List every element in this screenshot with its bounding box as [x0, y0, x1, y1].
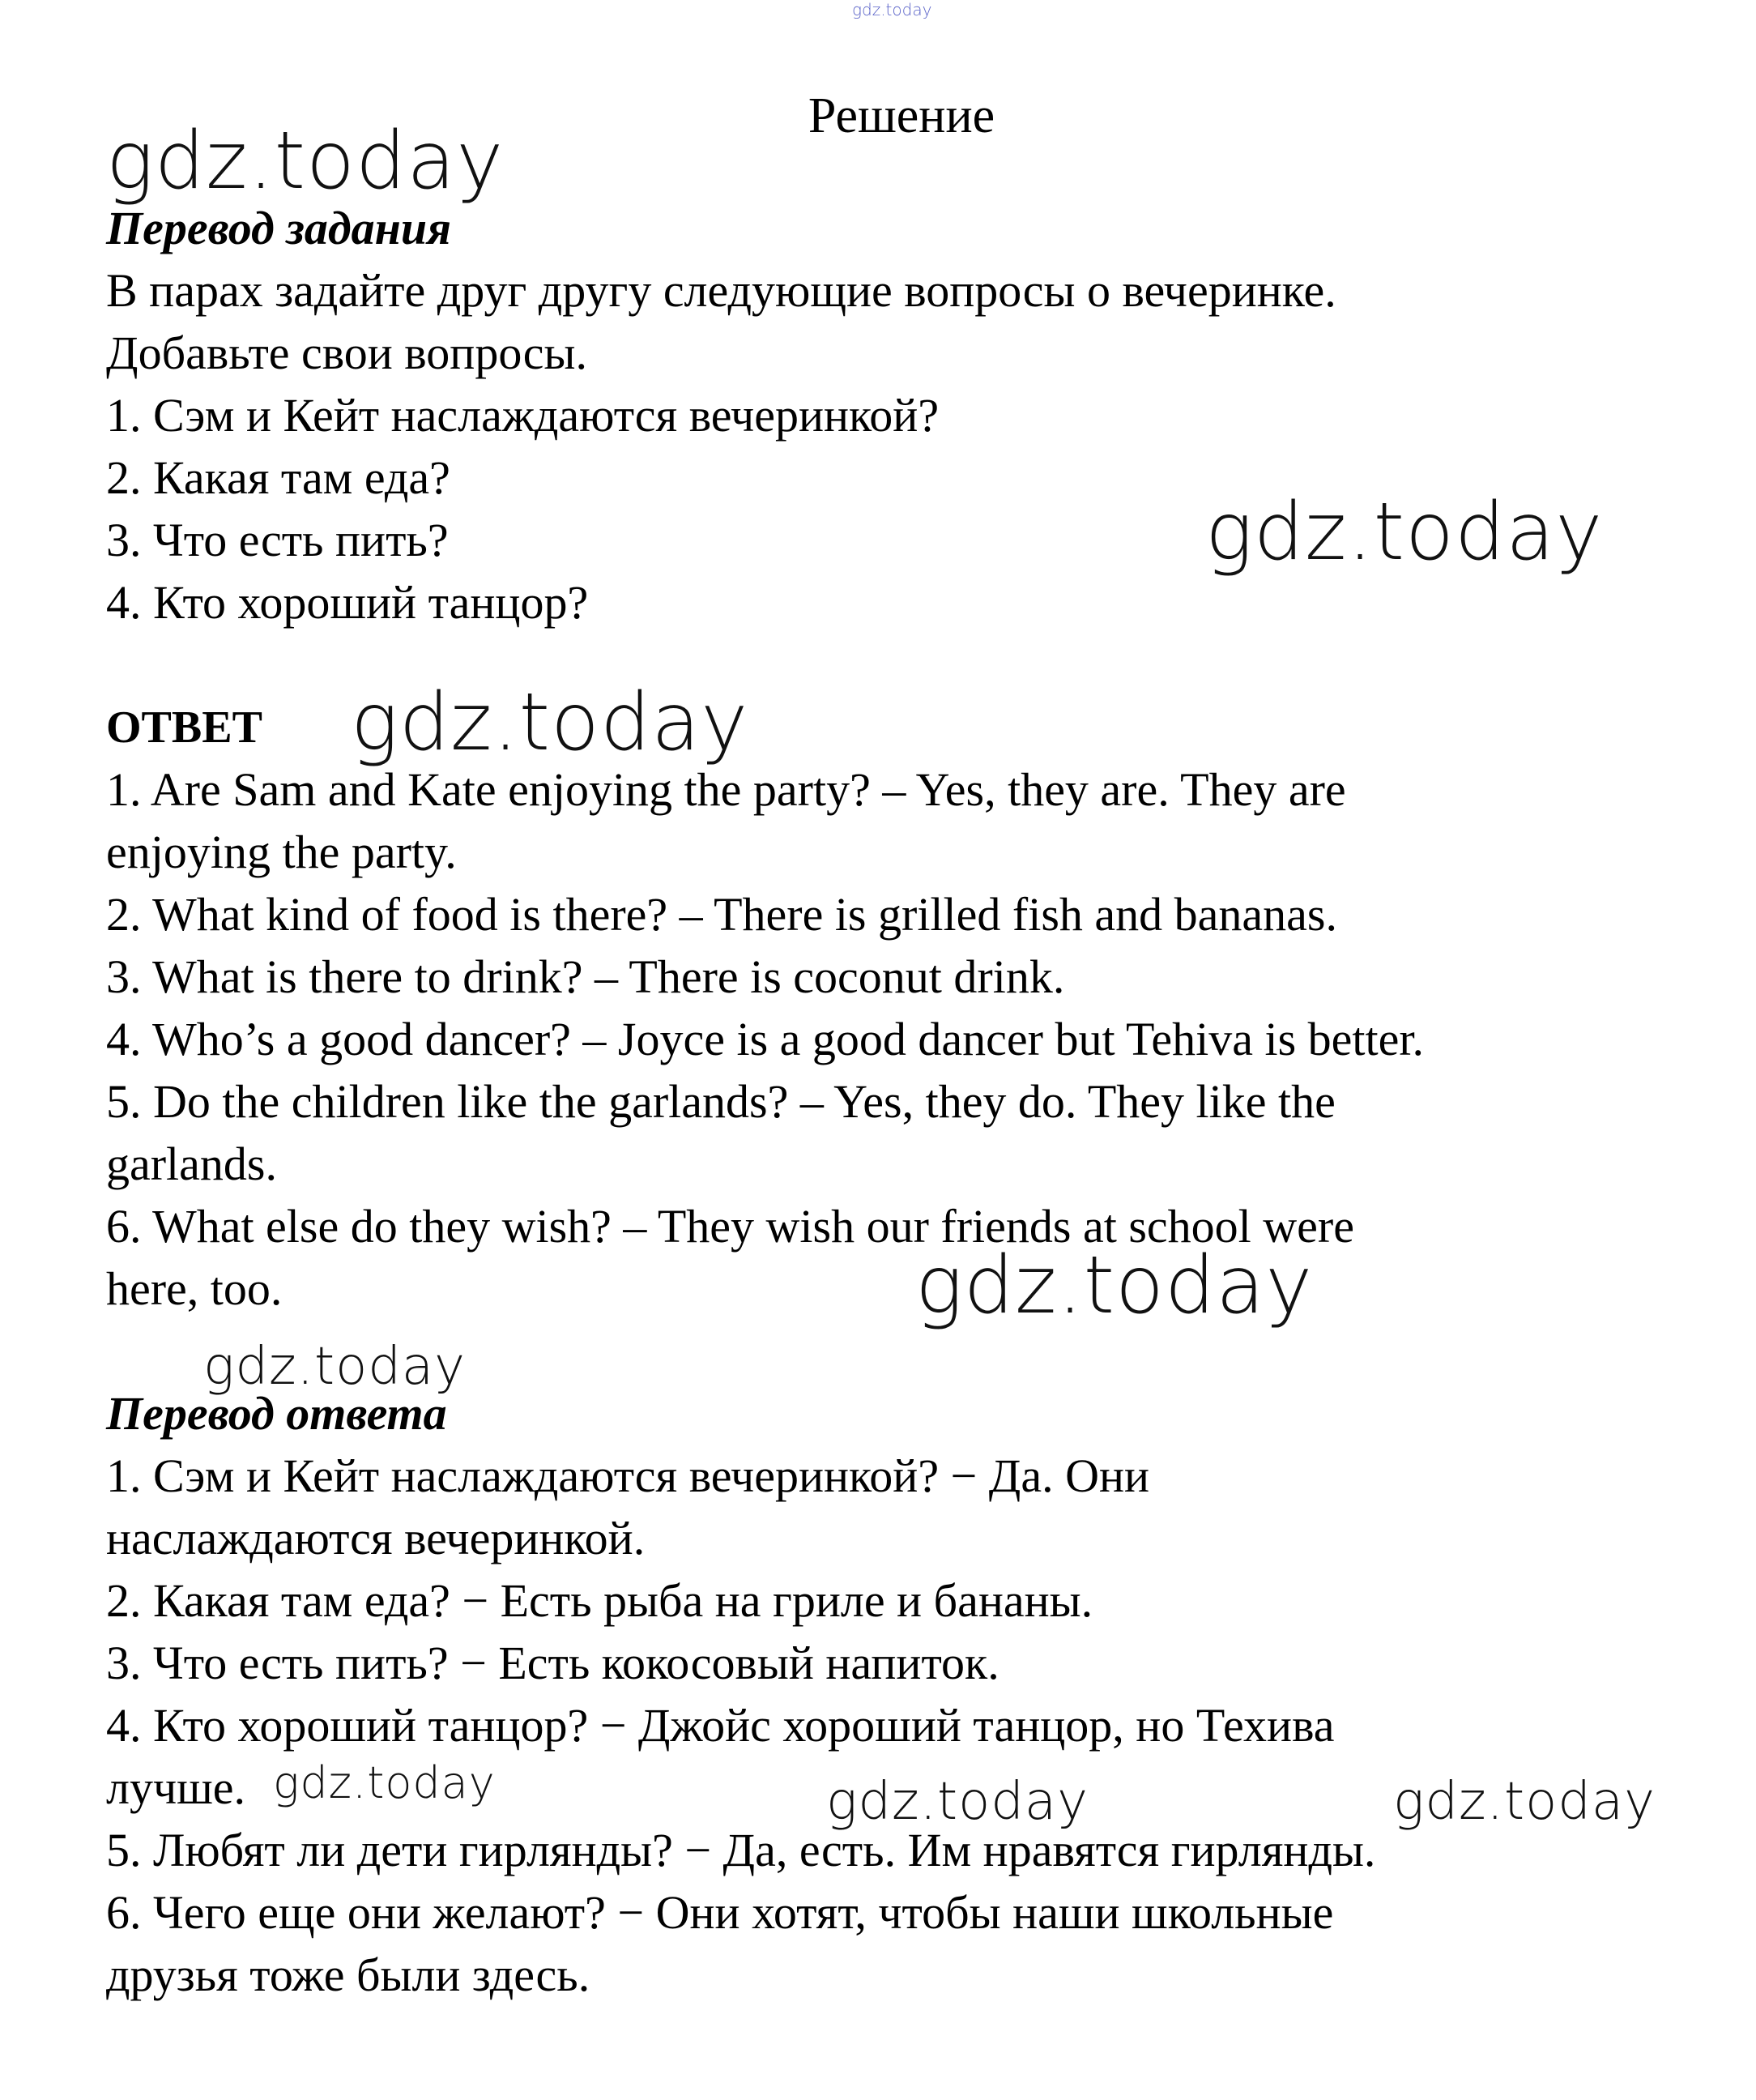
- task-line: 2. Какая там еда?: [106, 451, 450, 504]
- watermark-2: gdz.today: [1205, 486, 1604, 578]
- answer-line: here, too.: [106, 1262, 283, 1315]
- task-line: 1. Сэм и Кейт наслаждаются вечеринкой?: [106, 389, 940, 442]
- watermark-8: gdz.today: [1393, 1772, 1656, 1832]
- answer-line: enjoying the party.: [106, 826, 457, 878]
- answer-line: 1. Are Sam and Kate enjoying the party? – Yes, they are. They are: [106, 763, 1346, 816]
- answer-heading: ОТВЕТ: [106, 702, 262, 753]
- watermark-7: gdz.today: [826, 1772, 1089, 1832]
- page-title: Решение: [808, 88, 995, 143]
- answer-line: 6. What else do they wish? – They wish our friends at school were: [106, 1200, 1354, 1253]
- answer-translation-line: лучше.: [106, 1761, 246, 1814]
- answer-translation-line: 1. Сэм и Кейт наслаждаются вечеринкой? − Да. Они: [106, 1449, 1150, 1502]
- answer-translation-line: 3. Что есть пить? − Есть кокосовый напиток.: [106, 1637, 999, 1689]
- answer-translation-line: 2. Какая там еда? − Есть рыба на гриле и бананы.: [106, 1574, 1093, 1627]
- watermark-6: gdz.today: [273, 1757, 496, 1808]
- watermark-4: gdz.today: [915, 1240, 1314, 1332]
- answer-line: 2. What kind of food is there? – There is grilled fish and bananas.: [106, 888, 1337, 941]
- answer-translation-line: 4. Кто хороший танцор? − Джойс хороший танцор, но Техива: [106, 1699, 1335, 1752]
- watermark-5: gdz.today: [203, 1337, 466, 1397]
- answer-translation-line: 5. Любят ли дети гирлянды? − Да, есть. Им нравятся гирлянды.: [106, 1824, 1376, 1876]
- task-line: 3. Что есть пить?: [106, 514, 449, 566]
- answer-translation-line: 6. Чего еще они желают? − Они хотят, чтобы наши школьные: [106, 1886, 1334, 1939]
- watermark-1: gdz.today: [106, 115, 505, 207]
- answer-line: 5. Do the children like the garlands? – Yes, they do. They like the: [106, 1075, 1336, 1128]
- answer-line: 4. Who’s a good dancer? – Joyce is a good dancer but Tehiva is better.: [106, 1013, 1425, 1065]
- answer-translation-line: друзья тоже были здесь.: [106, 1948, 590, 2001]
- answer-line: 3. What is there to drink? – There is coconut drink.: [106, 950, 1065, 1003]
- watermark-top: gdz.today: [852, 0, 932, 19]
- task-line: 4. Кто хороший танцор?: [106, 576, 589, 629]
- watermark-3: gdz.today: [351, 677, 749, 769]
- answer-translation-line: наслаждаются вечеринкой.: [106, 1512, 646, 1564]
- answer-line: garlands.: [106, 1138, 277, 1190]
- task-line: В парах задайте друг другу следующие вопросы о вечеринке.: [106, 264, 1336, 317]
- task-line: Добавьте свои вопросы.: [106, 327, 587, 379]
- task-translation-heading: Перевод задания: [106, 202, 451, 254]
- answer-translation-heading: Перевод ответа: [106, 1387, 447, 1440]
